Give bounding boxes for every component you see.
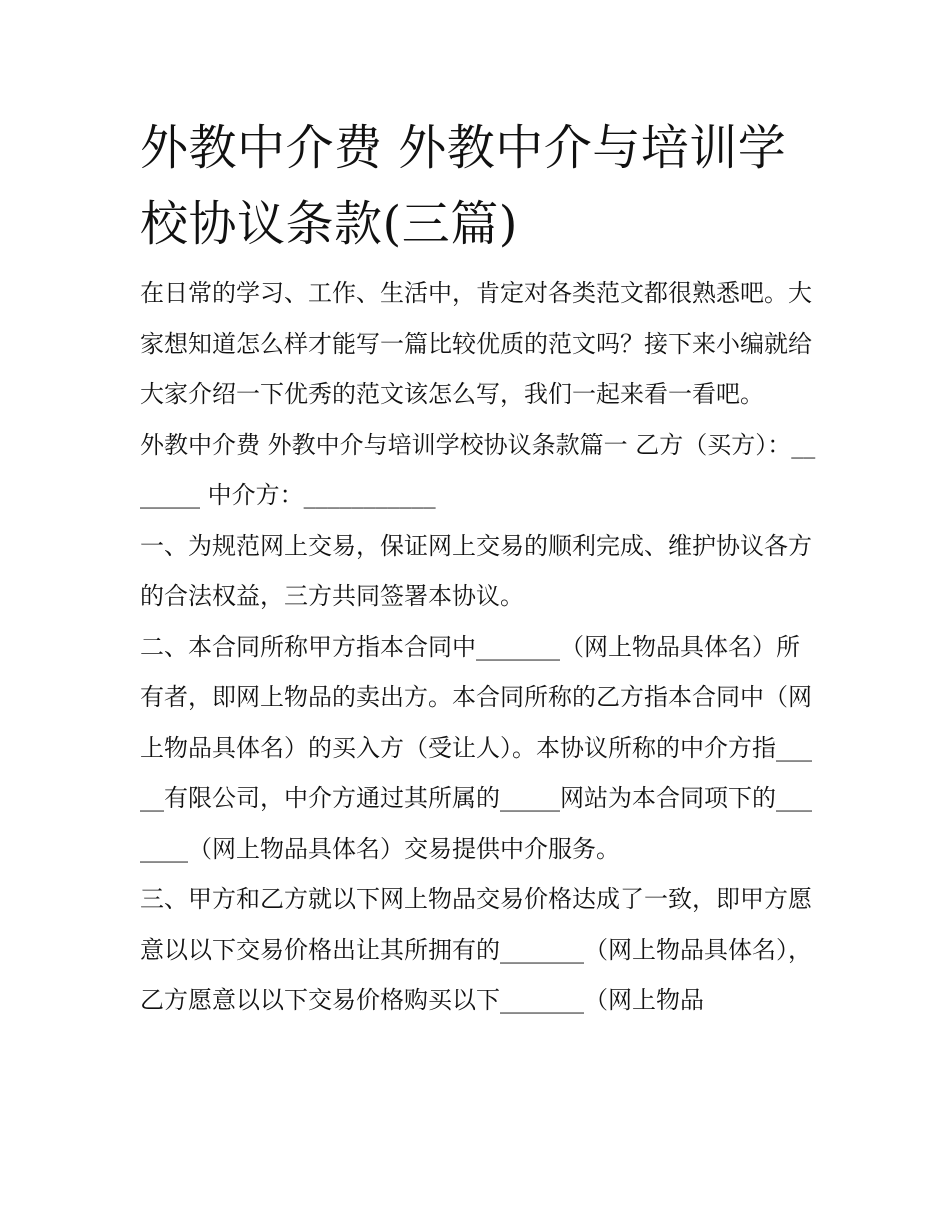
paragraph-clause-3: 三、甲方和乙方就以下网上物品交易价格达成了一致，即甲方愿意以以下交易价格出让其所拥有的_______（网上物品具体名），乙方愿意以以下交易价格购买以下_______（网上物品 [140, 885, 812, 1014]
paragraph-intro: 在日常的学习、工作、生活中，肯定对各类范文都很熟悉吧。大家想知道怎么样才能写一篇比较优质的范文吗？接下来小编就给大家介绍一下优秀的范文该怎么写，我们一起来看一看吧。 [140, 279, 812, 408]
paragraph-clause-1: 一、为规范网上交易，保证网上交易的顺利完成、维护协议各方的合法权益，三方共同签署本协议。 [140, 531, 812, 610]
document-title: 外教中介费 外教中介与培训学校协议条款(三篇) [140, 120, 787, 252]
paragraph-parties: 外教中介费 外教中介与培训学校协议条款篇一 乙方（买方）：_______ 中介方：___________ [140, 430, 816, 509]
paragraph-clause-2: 二、本合同所称甲方指本合同中_______（网上物品具体名）所有者，即网上物品的卖出方。本合同所称的乙方指本合同中（网上物品具体名）的买入方（受让人）。本协议所称的中介方指_____有限公司，中介方通过其所属的_____网站为本合同项下的_______（网上物品具体名）交易提供中介服务。 [140, 632, 812, 863]
document-page [140, 110, 820, 1026]
